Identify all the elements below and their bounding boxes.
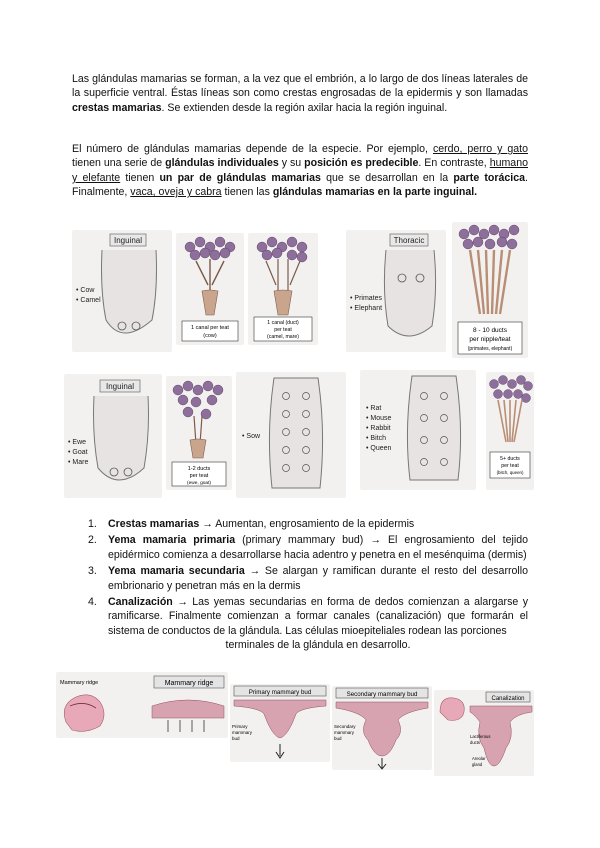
animal-label: • Goat [68, 449, 88, 456]
svg-text:gland: gland [472, 762, 483, 767]
svg-text:Canalization: Canalization [491, 696, 525, 702]
list-item: 3. Yema mamaria secundaria → Se alargan y ramifican durante el resto del desarrollo embrionario y penetran más en la dermis [88, 565, 528, 592]
svg-text:bud: bud [232, 736, 240, 741]
svg-text:ducts: ducts [470, 740, 481, 745]
svg-text:Secondary mammary bud: Secondary mammary bud [346, 691, 418, 698]
svg-text:Mammary ridge: Mammary ridge [164, 680, 214, 687]
svg-text:(ewe, goat): (ewe, goat) [187, 481, 211, 486]
canalization-panel [434, 690, 534, 776]
gland-camel-figure [248, 233, 318, 345]
animal-label: • Queen [366, 445, 392, 452]
svg-text:mammary: mammary [232, 730, 252, 735]
svg-text:5+ ducts: 5+ ducts [500, 456, 520, 462]
development-steps-list [88, 517, 528, 655]
svg-text:8 - 10 ducts: 8 - 10 ducts [473, 327, 507, 334]
animal-label: • Elephant [350, 305, 383, 312]
svg-text:Primary mammary bud: Primary mammary bud [248, 689, 312, 696]
svg-text:(primates, elephant): (primates, elephant) [467, 346, 513, 352]
mammary-ridge-panel [56, 672, 228, 738]
multi-teat-figure [360, 370, 476, 490]
svg-text:(cow): (cow) [203, 333, 217, 339]
animal-label: • Ewe [68, 439, 87, 446]
svg-text:1 canal per teat: 1 canal per teat [191, 325, 229, 331]
secondary-bud-panel [332, 686, 432, 770]
svg-text:per teat: per teat [501, 463, 519, 469]
svg-text:Secondary: Secondary [334, 724, 356, 729]
gland-cow-figure [176, 233, 244, 345]
animal-label: • Sow [242, 433, 261, 440]
svg-text:(bitch, queen): (bitch, queen) [496, 470, 524, 475]
sow-figure [236, 372, 346, 498]
svg-text:Primary: Primary [232, 724, 248, 729]
svg-text:per teat: per teat [189, 473, 209, 479]
svg-text:per teat: per teat [274, 327, 292, 333]
animal-label: • Mouse [366, 415, 392, 422]
svg-text:mammary: mammary [334, 730, 354, 735]
animal-label: • Mare [68, 459, 89, 466]
inguinal-ewe-figure [64, 374, 162, 498]
region-label: Inguinal [105, 382, 135, 391]
region-label: Inguinal [113, 236, 143, 245]
animal-label: • Camel [76, 297, 101, 304]
region-label: Thoracic [393, 236, 425, 245]
inguinal-cow-figure [72, 230, 172, 352]
svg-text:Mammary ridge: Mammary ridge [60, 680, 99, 686]
primary-bud-panel [230, 684, 330, 762]
svg-text:(camel, mare): (camel, mare) [267, 334, 299, 340]
animal-label: • Bitch [366, 435, 386, 442]
gland-bitch-figure [486, 372, 534, 490]
list-item: 4. Canalización → Las yemas secundarias en forma de dedos comienzan a alargarse y ramificarse. Finalmente comienzan a formar canales (canalización) que formarán el sistema de conductos de la glándula. Las células mioepiteliales rodean las porciones terminales de la glándula en desarrollo. [88, 596, 528, 652]
list-item: 2. Yema mamaria primaria (primary mammary bud) → El engrosamiento del tejido epidérmico comienza a desarrollarse hacia adentro y penetra en el mesénquima (dermis) [88, 534, 528, 561]
animal-label: • Cow [76, 287, 95, 294]
svg-text:1 canal (duct): 1 canal (duct) [267, 320, 299, 326]
gland-primate-figure [452, 222, 528, 358]
svg-text:1-2 ducts: 1-2 ducts [187, 466, 211, 472]
animal-label: • Rabbit [366, 425, 391, 432]
svg-text:Areolar: Areolar [472, 756, 486, 761]
svg-text:per nipple/teat: per nipple/teat [469, 336, 511, 343]
species-paragraph: El número de glándulas mamarias depende de la especie. Por ejemplo, cerdo, perro y gato tienen una serie de glándulas individuales y su posición es predecible. En contraste, humano y elefante tienen un par de glándulas mamarias que se desarrollan en la parte torácica. Finalmente, vaca, oveja y cabra tienen las glándulas mamarias en la parte inguinal. [72, 143, 528, 199]
thoracic-primate-figure [346, 230, 446, 352]
animal-label: • Rat [366, 405, 382, 412]
intro-paragraph: Las glándulas mamarias se forman, a la vez que el embrión, a lo largo de dos líneas laterales de la superficie ventral. Éstas líneas son como crestas engrosadas de la epidermis y son llamadas crestas mamarias. Se extienden desde la región axilar hacia la región inguinal. [72, 73, 528, 114]
gland-ewe-figure [166, 376, 232, 490]
svg-text:bud: bud [334, 736, 342, 741]
animal-label: • Primates [350, 295, 383, 302]
svg-text:Lactiferous: Lactiferous [470, 734, 491, 739]
list-item: 1. Crestas mamarias → Aumentan, engrosamiento de la epidermis [88, 518, 415, 530]
